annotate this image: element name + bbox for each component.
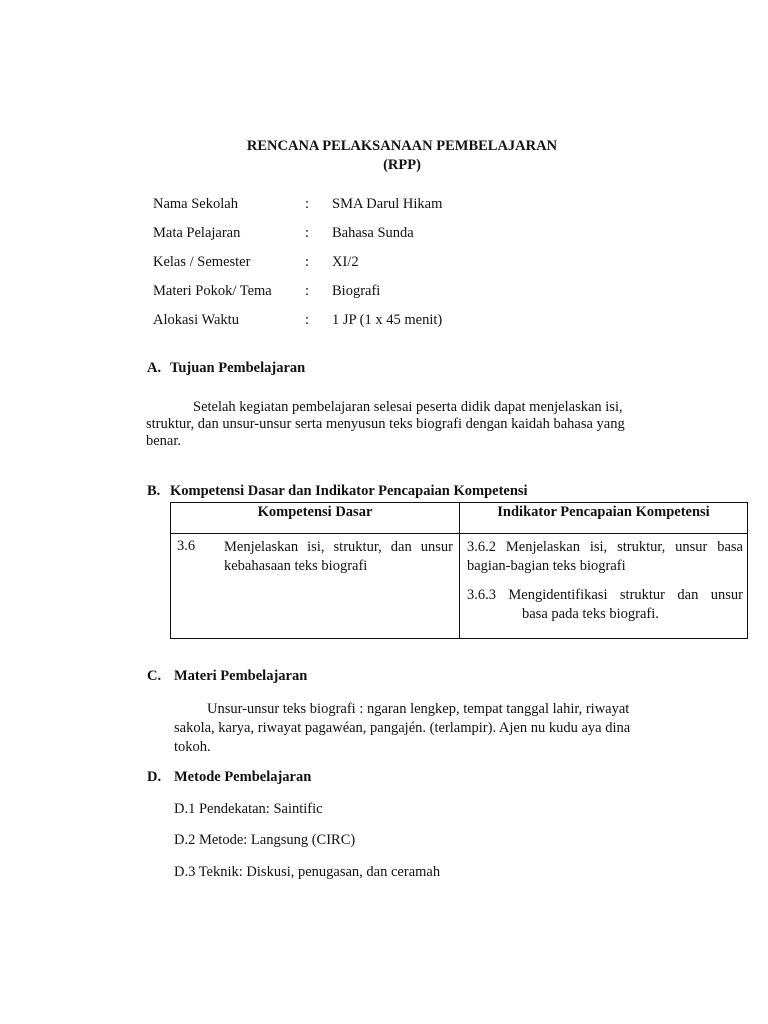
info-value: 1 JP (1 x 45 menit) — [332, 312, 443, 328]
section-d-letter: D. — [147, 769, 162, 785]
info-colon: : — [305, 196, 310, 212]
info-row-school — [153, 196, 633, 216]
info-label: Nama Sekolah — [153, 196, 238, 212]
kd-number: 3.6 — [177, 538, 196, 554]
info-value: XI/2 — [332, 254, 359, 270]
table-header-kd: Kompetensi Dasar — [171, 503, 460, 534]
kd-text: Menjelaskan isi, struktur, dan unsur kebahasaan teks biografi — [224, 539, 453, 574]
indicator-line: bagian-bagian teks biografi — [467, 558, 626, 574]
info-row-time — [153, 312, 633, 332]
indicator-item — [467, 538, 743, 576]
section-a-letter: A. — [147, 360, 162, 376]
table-header-indicator: Indikator Pencapaian Kompetensi — [460, 503, 748, 534]
competency-table — [170, 502, 748, 639]
section-b-heading: Kompetensi Dasar dan Indikator Pencapaian Kompetensi — [170, 483, 528, 499]
indicator-item — [467, 586, 743, 624]
section-a-line: Setelah kegiatan pembelajaran selesai peserta didik dapat menjelaskan isi, — [193, 399, 623, 415]
table-cell-kd — [171, 534, 460, 639]
info-label: Mata Pelajaran — [153, 225, 241, 241]
method-item: D.1 Pendekatan: Saintific — [174, 801, 323, 817]
method-item: D.3 Teknik: Diskusi, penugasan, dan ceramah — [174, 864, 441, 880]
document-title: RENCANA PELAKSANAAN PEMBELAJARAN — [246, 138, 558, 154]
section-b-letter: B. — [147, 483, 161, 499]
section-a-line: struktur, dan unsur-unsur serta menyusun teks biografi dengan kaidah bahasa yang — [146, 416, 625, 432]
section-c-line: Unsur-unsur teks biografi : ngaran lengkep, tempat tanggal lahir, riwayat — [207, 701, 630, 717]
info-value: Bahasa Sunda — [332, 225, 414, 241]
section-c-line: sakola, karya, riwayat pagawéan, pangajén. (terlampir). Ajen nu kudu aya dina — [174, 720, 631, 736]
table-cell-indicator — [460, 534, 748, 639]
method-item: D.2 Metode: Langsung (CIRC) — [174, 832, 356, 848]
section-c-line: tokoh. — [174, 739, 211, 755]
info-colon: : — [305, 283, 310, 299]
section-c-letter: C. — [147, 668, 162, 684]
info-label: Materi Pokok/ Tema — [153, 283, 272, 299]
info-value: Biografi — [332, 283, 381, 299]
info-label: Kelas / Semester — [153, 254, 251, 270]
indicator-line: 3.6.3 Mengidentifikasi struktur dan unsur — [467, 587, 743, 603]
info-row-class — [153, 254, 633, 274]
table-row — [171, 534, 748, 639]
info-label: Alokasi Waktu — [153, 312, 239, 328]
section-c-heading: Materi Pembelajaran — [174, 668, 308, 684]
indicator-line: basa pada teks biografi. — [522, 606, 659, 622]
indicator-line: 3.6.2 Menjelaskan isi, struktur, unsur basa — [467, 539, 743, 555]
table-header-row — [171, 503, 748, 534]
section-a-heading: Tujuan Pembelajaran — [170, 360, 306, 376]
section-a-line: benar. — [146, 433, 182, 449]
info-row-subject — [153, 225, 633, 245]
info-colon: : — [305, 312, 310, 328]
info-colon: : — [305, 225, 310, 241]
info-value: SMA Darul Hikam — [332, 196, 443, 212]
info-row-topic — [153, 283, 633, 303]
info-colon: : — [305, 254, 310, 270]
section-d-heading: Metode Pembelajaran — [174, 769, 312, 785]
document-subtitle: (RPP) — [383, 157, 421, 173]
